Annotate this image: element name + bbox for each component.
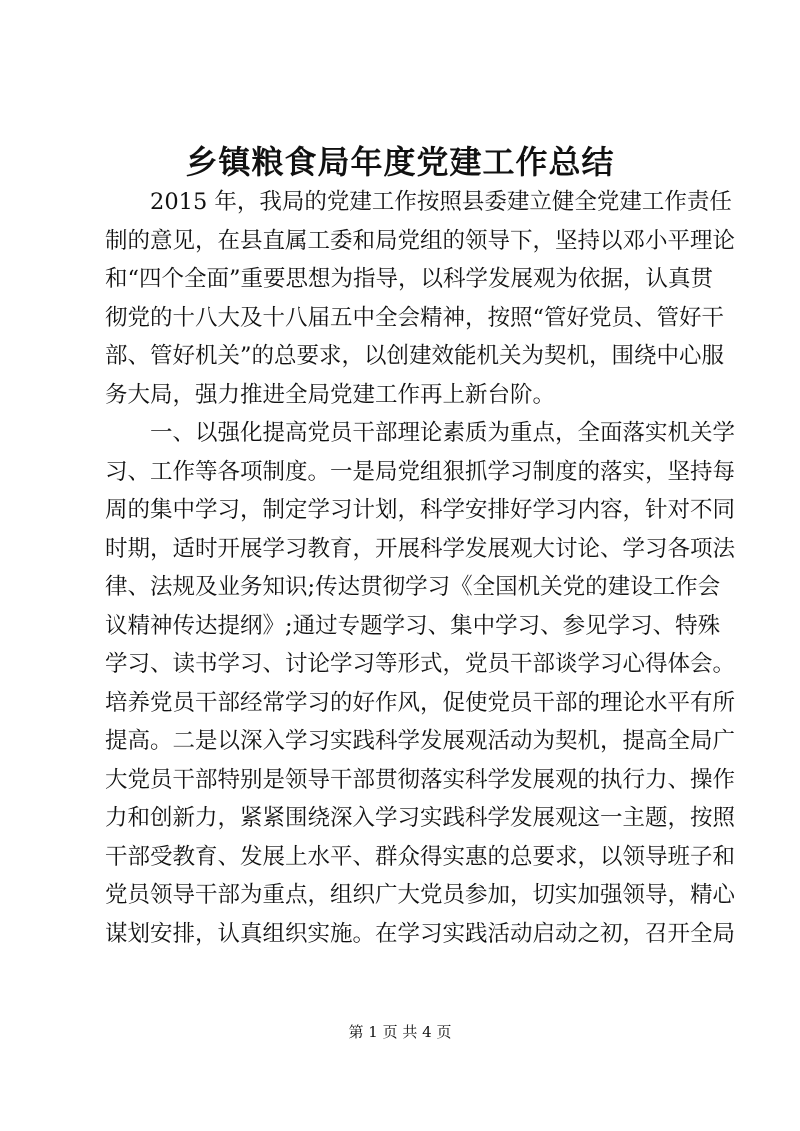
paragraph-2-line-14: 谋划安排，认真组织实施。在学习实践活动启动之初，召开全局 bbox=[105, 920, 736, 947]
paragraph-1-line-2: 制的意见，在县直属工委和局党组的领导下，坚持以邓小平理论 bbox=[105, 227, 736, 254]
document-body bbox=[105, 183, 736, 953]
paragraph-2-line-4: 时期，适时开展学习教育，开展科学发展观大讨论、学习各项法 bbox=[105, 535, 736, 562]
paragraph-2-line-1: 一、以强化提高党员干部理论素质为重点，全面落实机关学 bbox=[150, 420, 736, 446]
paragraph-1-line-4: 彻党的十八大及十八届五中全会精神，按照“管好党员、管好干 bbox=[105, 304, 725, 331]
paragraph-1-line-1: 2015 年，我局的党建工作按照县委建立健全党建工作责任 bbox=[150, 189, 732, 215]
paragraph-1-line-6: 务大局，强力推进全局党建工作再上新台阶。 bbox=[105, 381, 556, 408]
paragraph-2-line-10: 大党员干部特别是领导干部贯彻落实科学发展观的执行力、操作 bbox=[105, 766, 736, 793]
paragraph-2-line-9: 提高。二是以深入学习实践科学发展观活动为契机，提高全局广 bbox=[105, 728, 736, 754]
paragraph-2-line-5: 律、法规及业务知识;传达贯彻学习《全国机关党的建设工作会 bbox=[105, 574, 721, 600]
page-footer: 第 1 页 共 4 页 bbox=[348, 1023, 452, 1041]
document-title: 乡镇粮食局年度党建工作总结 bbox=[185, 143, 615, 181]
paragraph-2-line-12: 干部受教育、发展上水平、群众得实惠的总要求，以领导班子和 bbox=[105, 843, 736, 870]
paragraph-1-line-5: 部、管好机关”的总要求，以创建效能机关为契机，围绕中心服 bbox=[105, 343, 725, 369]
paragraph-2-line-3: 周的集中学习，制定学习计划，科学安排好学习内容，针对不同 bbox=[105, 497, 736, 523]
paragraph-2-line-2: 习、工作等各项制度。一是局党组狠抓学习制度的落实，坚持每 bbox=[105, 458, 736, 485]
paragraph-2-line-7: 学习、读书学习、讨论学习等形式，党员干部谈学习心得体会。 bbox=[105, 651, 736, 677]
paragraph-1-line-3: 和“四个全面”重要思想为指导，以科学发展观为依据，认真贯 bbox=[105, 266, 714, 292]
paragraph-2-line-13: 党员领导干部为重点，组织广大党员参加，切实加强领导，精心 bbox=[105, 882, 736, 908]
paragraph-2-line-8: 培养党员干部经常学习的好作风，促使党员干部的理论水平有所 bbox=[105, 689, 736, 716]
paragraph-2-line-11: 力和创新力，紧紧围绕深入学习实践科学发展观这一主题，按照 bbox=[105, 805, 736, 831]
paragraph-2-line-6: 议精神传达提纲》;通过专题学习、集中学习、参见学习、特殊 bbox=[105, 612, 721, 639]
